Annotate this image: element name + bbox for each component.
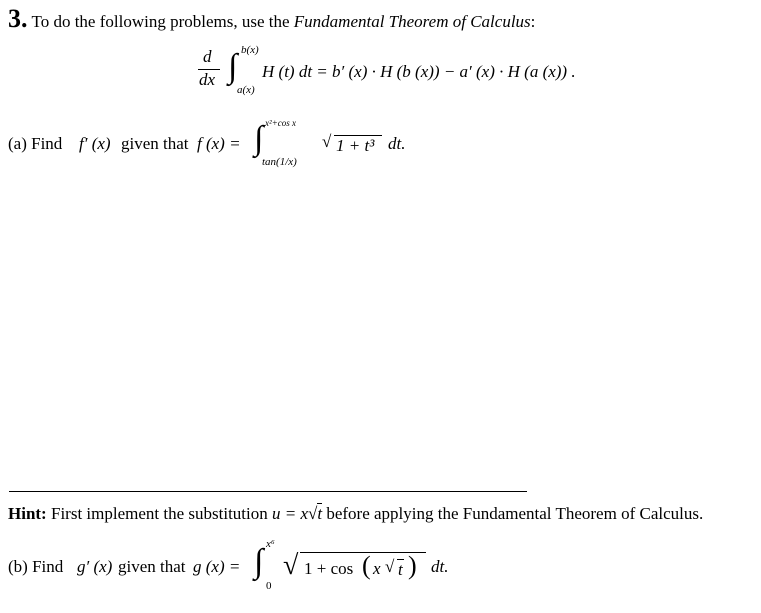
part-b-label: (b) Find xyxy=(8,557,64,576)
problem-heading xyxy=(8,4,535,34)
part-a-integral-sign: ∫ xyxy=(254,120,264,157)
theorem-name: Fundamental Theorem of Calculus xyxy=(293,12,531,31)
part-b-sqrt-symbol: √ xyxy=(283,550,299,581)
problem-number: 3. xyxy=(8,4,28,33)
ftc-dx: dx xyxy=(199,70,216,89)
part-a-fx: f (x) = xyxy=(197,134,241,153)
part-b-given: given that xyxy=(118,557,186,576)
part-b-inner-x: x xyxy=(373,559,381,578)
hint-math: u = x xyxy=(271,504,309,523)
hint-line xyxy=(8,504,703,524)
part-b-radicand: 1 + cos xyxy=(304,559,354,578)
ftc-integral-sign: ∫ xyxy=(228,48,238,85)
intro-text: To do the following problems, use the xyxy=(31,12,290,31)
part-a-label: (a) Find xyxy=(8,134,63,153)
part-a-fprime: f′ (x) xyxy=(79,134,111,153)
intro-end: : xyxy=(530,12,536,31)
part-b-lower-limit: 0 xyxy=(266,580,272,592)
part-b-integral-sign: ∫ xyxy=(254,543,264,580)
part-a-radicand: 1 + t³ xyxy=(336,136,375,155)
part-b-close-paren: ) xyxy=(408,551,417,580)
part-a-given: given that xyxy=(121,134,189,153)
part-a-sqrt-symbol: √ xyxy=(322,132,332,151)
part-b-gx: g (x) = xyxy=(193,557,241,576)
part-b-open-paren: ( xyxy=(362,551,371,580)
part-a-lower-limit: tan(1/x) xyxy=(262,156,297,168)
part-b-upper-limit: x⁶ xyxy=(266,538,275,550)
hint-text-2: before applying the Fundamental Theorem of Calculus. xyxy=(326,504,704,523)
ftc-upper-limit: b(x) xyxy=(241,44,259,56)
part-a-dt: dt. xyxy=(388,134,406,153)
hint-sqrt-t: t xyxy=(317,504,323,523)
part-b-dt: dt. xyxy=(431,557,449,576)
hint-label: Hint: xyxy=(8,504,47,523)
part-b-inner-t: t xyxy=(398,560,403,579)
ftc-d: d xyxy=(203,47,212,66)
part-a-upper-limit: x²+cos x xyxy=(265,118,297,128)
section-divider xyxy=(9,491,527,492)
ftc-lower-limit: a(x) xyxy=(237,84,255,96)
hint-sqrt-symbol: √ xyxy=(308,504,318,523)
part-b-gprime: g′ (x) xyxy=(77,557,113,576)
ftc-integrand: H (t) dt = b′ (x) · H (b (x)) − a′ (x) · H (a (x)) . xyxy=(262,62,576,81)
part-b-inner-sqrt: √ xyxy=(385,557,395,576)
hint-text-1: First implement the substitution xyxy=(50,504,268,523)
